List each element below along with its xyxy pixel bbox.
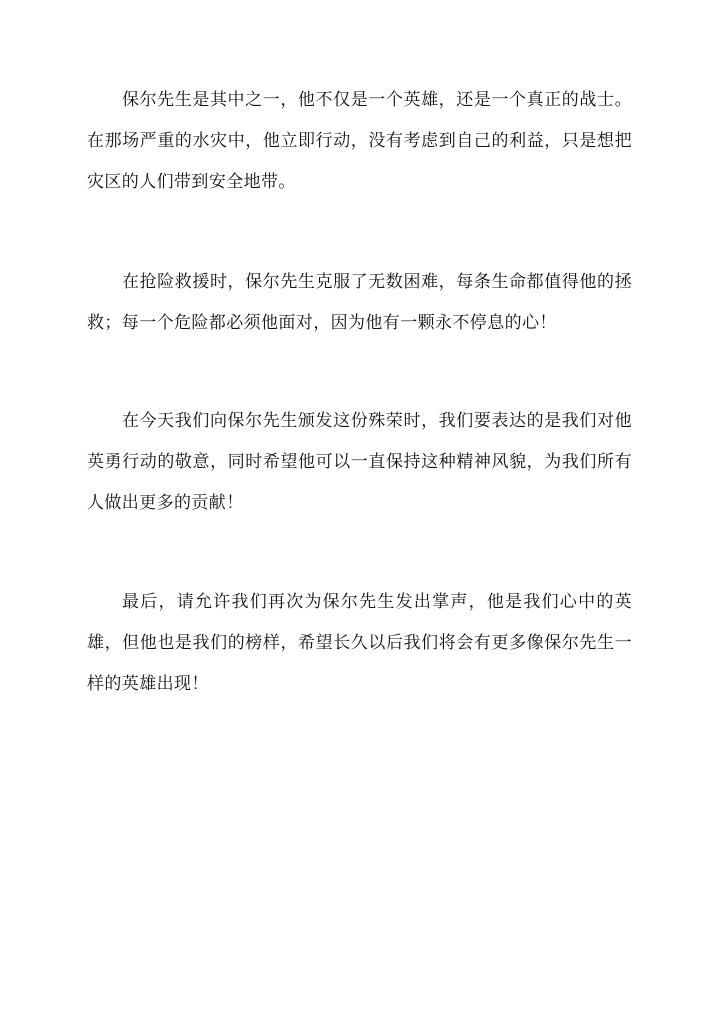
paragraph-4: 最后，请允许我们再次为保尔先生发出掌声，他是我们心中的英雄，但他也是我们的榜样，希望长久以后我们将会有更多像保尔先生一样的英雄出现！ (87, 592, 632, 694)
paragraph-1: 保尔先生是其中之一，他不仅是一个英雄，还是一个真正的战士。在那场严重的水灾中，他立即行动，没有考虑到自己的利益，只是想把灾区的人们带到安全地带。 (87, 90, 632, 192)
paragraph-2: 在抢险救援时，保尔先生克服了无数困难，每条生命都值得他的拯救；每一个危险都必须他面对，因为他有一颗永不停息的心！ (87, 272, 632, 333)
paragraph-3: 在今天我们向保尔先生颁发这份殊荣时，我们要表达的是我们对他英勇行动的敬意，同时希望他可以一直保持这种精神风貌，为我们所有人做出更多的贡献！ (87, 411, 632, 513)
